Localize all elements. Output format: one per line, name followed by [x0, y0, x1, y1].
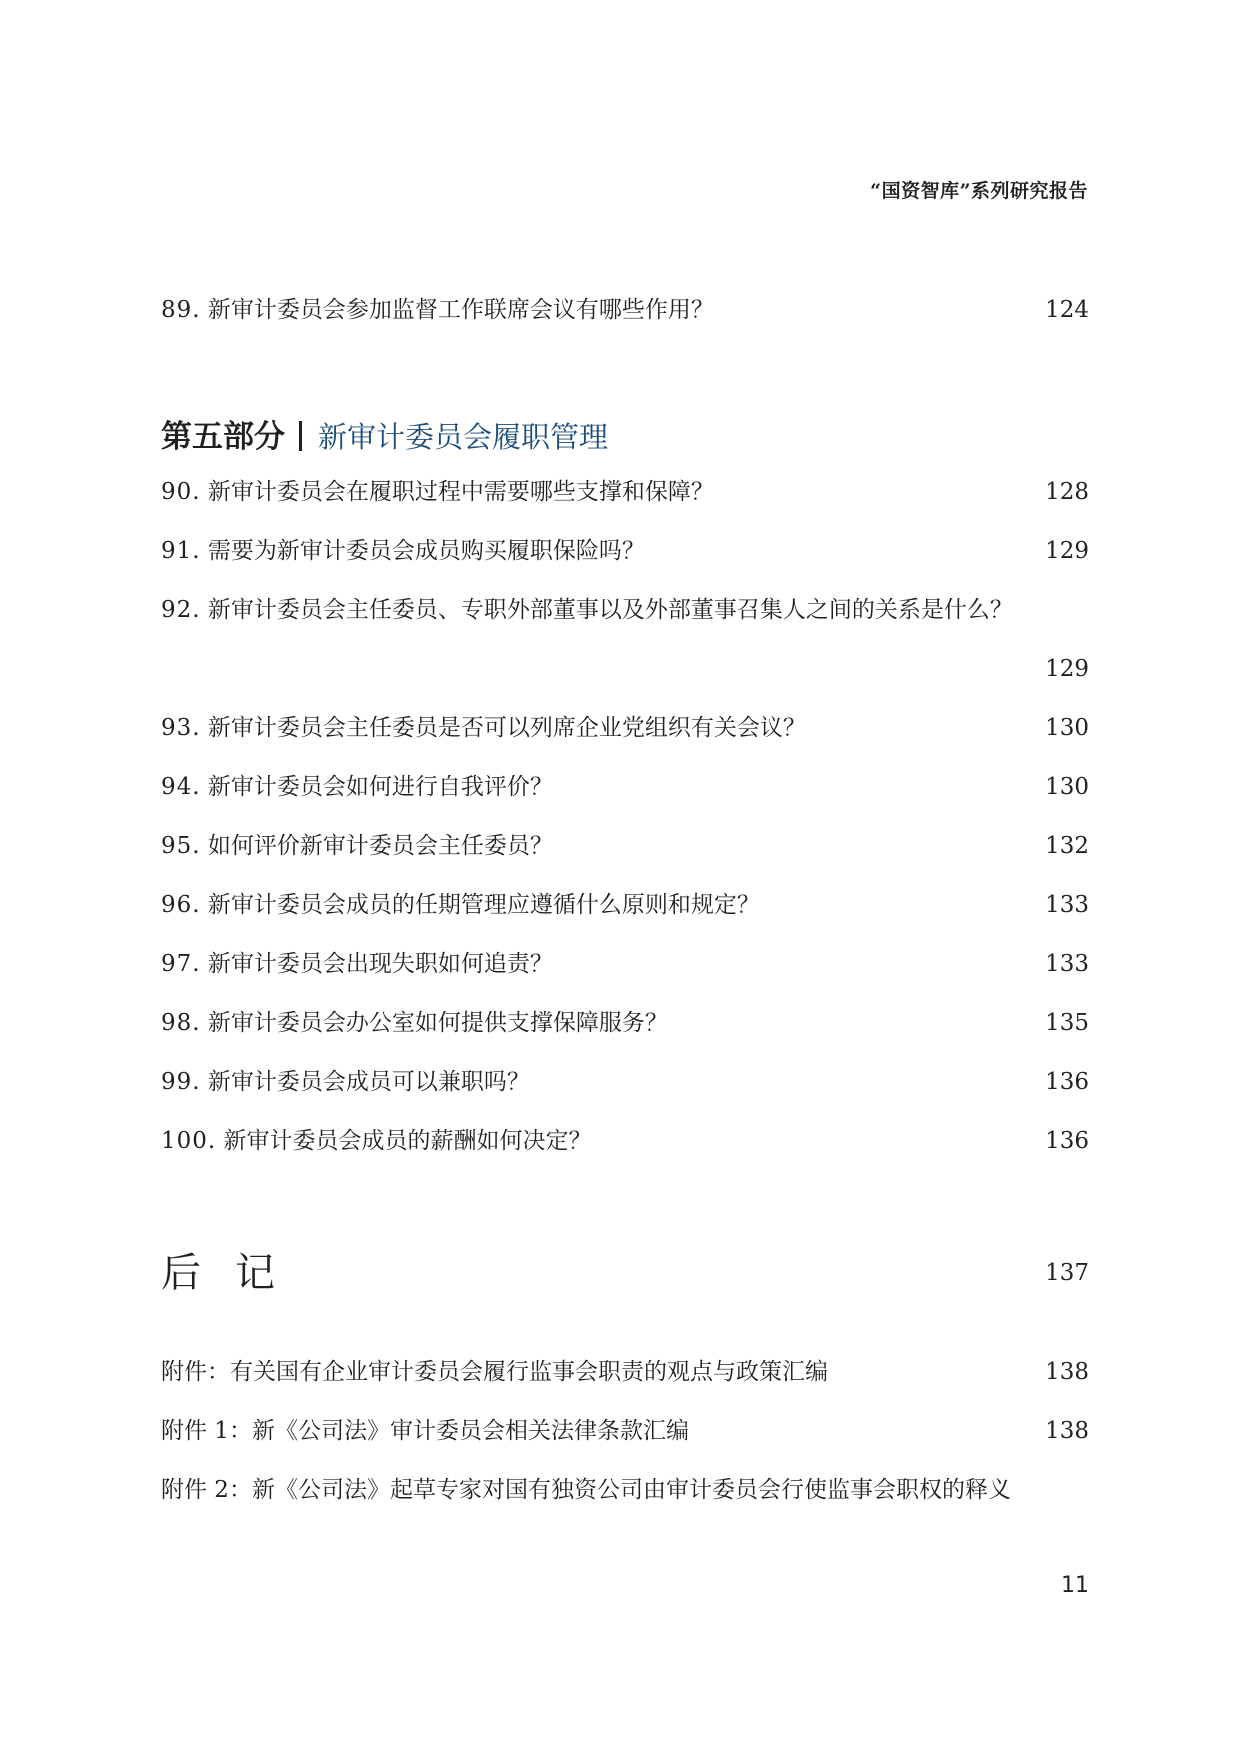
entry-page: 129 [1045, 656, 1089, 682]
entry-number: 91. [161, 538, 201, 564]
section-heading [161, 412, 608, 462]
appendix-entry[interactable] [161, 1470, 1089, 1510]
entry-title: 新审计委员会在履职过程中需要哪些支撑和保障？ [207, 479, 714, 505]
entry-number: 98. [161, 1010, 201, 1036]
entry-page: 136 [1045, 1069, 1089, 1095]
entry-number: 100. [161, 1128, 217, 1154]
entry-page: 124 [1045, 297, 1089, 323]
entry-page: 129 [1045, 538, 1089, 564]
entry-title: 新审计委员会成员可以兼职吗？ [207, 1069, 530, 1095]
toc-entry[interactable] [161, 1003, 1089, 1043]
section-title: 新审计委员会履职管理 [318, 420, 609, 454]
entry-number: 90. [161, 479, 201, 505]
section-part: 第五部分 [161, 419, 285, 455]
entry-number: 94. [161, 774, 201, 800]
entry-number: 99. [161, 1069, 201, 1095]
entry-title: 新审计委员会参加监督工作联席会议有哪些作用？ [207, 297, 714, 323]
entry-number: 96. [161, 892, 201, 918]
appendix-page: 138 [1045, 1359, 1089, 1385]
appendix-title: 附件 2：新《公司法》起草专家对国有独资公司由审计委员会行使监事会职权的释义 [161, 1477, 1011, 1503]
entry-title: 新审计委员会成员的薪酬如何决定？ [223, 1128, 592, 1154]
entry-page: 130 [1045, 715, 1089, 741]
toc-entry[interactable] [161, 767, 1089, 807]
appendix-title: 附件：有关国有企业审计委员会履行监事会职责的观点与政策汇编 [161, 1359, 828, 1385]
section-divider [299, 421, 302, 451]
toc-entry[interactable] [161, 826, 1089, 866]
entry-page: 135 [1045, 1010, 1089, 1036]
entry-title: 新审计委员会如何进行自我评价？ [207, 774, 553, 800]
entry-title: 新审计委员会主任委员是否可以列席企业党组织有关会议？ [207, 715, 806, 741]
toc-entry[interactable] [161, 290, 1089, 330]
entry-number: 92. [161, 597, 201, 623]
entry-page: 136 [1045, 1128, 1089, 1154]
appendix-title: 附件 1：新《公司法》审计委员会相关法律条款汇编 [161, 1418, 689, 1444]
toc-entry[interactable] [161, 531, 1089, 571]
appendix-entry[interactable] [161, 1352, 1089, 1392]
entry-page: 133 [1045, 951, 1089, 977]
entry-page: 132 [1045, 833, 1089, 859]
entry-title: 需要为新审计委员会成员购买履职保险吗？ [207, 538, 645, 564]
entry-title: 如何评价新审计委员会主任委员？ [207, 833, 553, 859]
appendix-page: 138 [1045, 1418, 1089, 1444]
entry-title: 新审计委员会主任委员、专职外部董事以及外部董事召集人之间的关系是什么？ [207, 597, 1013, 623]
entry-title: 新审计委员会办公室如何提供支撑保障服务？ [207, 1010, 668, 1036]
toc-entry[interactable] [161, 944, 1089, 984]
toc-entry[interactable] [161, 1121, 1089, 1161]
appendix-entry[interactable] [161, 1411, 1089, 1451]
page-number: 11 [1061, 1573, 1089, 1598]
entry-page: 130 [1045, 774, 1089, 800]
entry-page: 133 [1045, 892, 1089, 918]
entry-number: 95. [161, 833, 201, 859]
entry-number: 89. [161, 297, 201, 323]
entry-page: 128 [1045, 479, 1089, 505]
toc-entry[interactable] [161, 590, 1089, 630]
toc-entry[interactable] [161, 708, 1089, 748]
entry-title: 新审计委员会出现失职如何追责？ [207, 951, 553, 977]
toc-entry[interactable] [161, 472, 1089, 512]
toc-entry[interactable] [161, 1062, 1089, 1102]
entry-number: 97. [161, 951, 201, 977]
toc-entry[interactable] [161, 885, 1089, 925]
entry-title: 新审计委员会成员的任期管理应遵循什么原则和规定？ [207, 892, 760, 918]
afterword-page: 137 [1045, 1260, 1089, 1286]
running-header: “国资智库”系列研究报告 [870, 180, 1088, 202]
entry-number: 93. [161, 715, 201, 741]
afterword-heading[interactable]: 后记 [161, 1250, 309, 1296]
